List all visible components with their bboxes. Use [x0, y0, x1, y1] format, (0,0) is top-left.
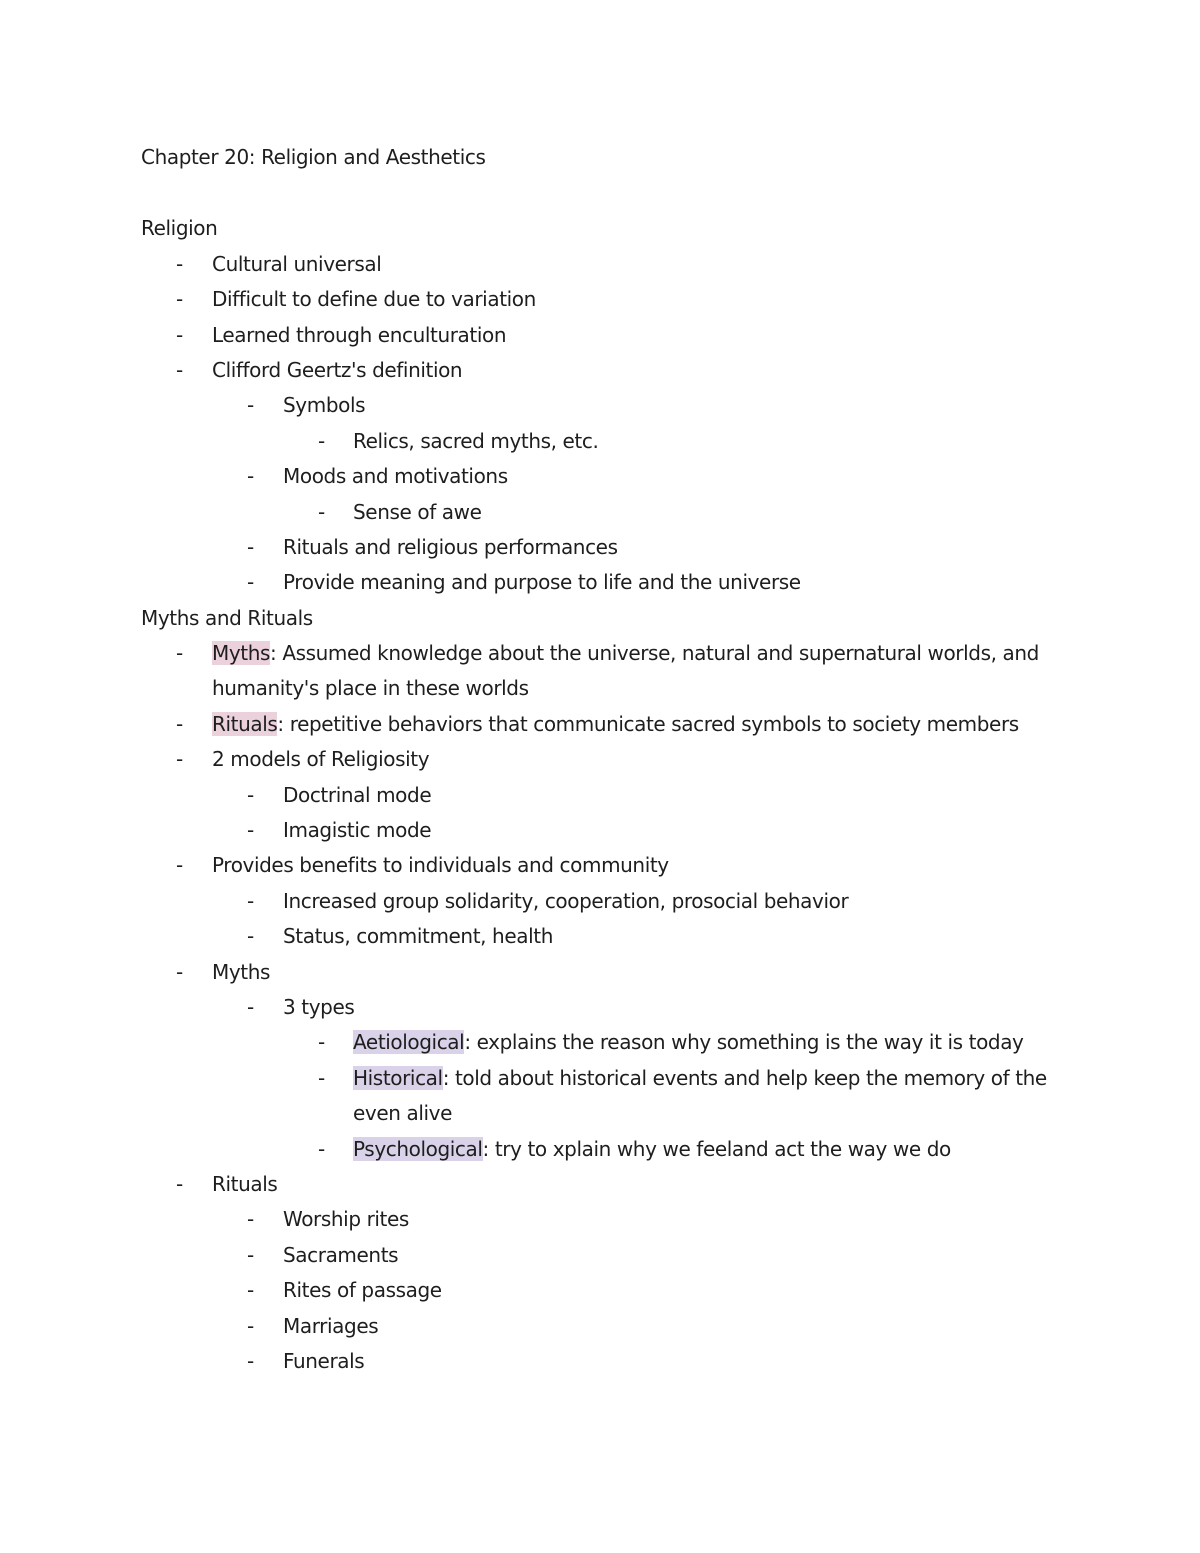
list-item — [141, 955, 1081, 990]
list-item-text — [283, 1344, 364, 1379]
list-item-text — [212, 707, 1019, 742]
item-text: Sense of awe — [353, 499, 482, 524]
list-item — [141, 1344, 1081, 1379]
highlighted-term: Psychological — [353, 1136, 483, 1161]
bullet-dash: - — [247, 1348, 254, 1373]
item-text: Marriages — [283, 1313, 379, 1338]
list-item-continuation — [141, 1096, 1081, 1131]
list-item — [141, 1202, 1081, 1237]
item-text: : try to xplain why we feeland act the way we do — [482, 1136, 951, 1161]
bullet-dash: - — [318, 499, 325, 524]
list-item — [141, 884, 1081, 919]
list-item-text — [353, 1132, 951, 1167]
list-item — [141, 1238, 1081, 1273]
bullet-dash: - — [176, 641, 183, 666]
list-item — [141, 353, 1081, 388]
list-item — [141, 318, 1081, 353]
item-text: Status, commitment, health — [283, 924, 553, 949]
bullet-dash: - — [176, 853, 183, 878]
item-text: Increased group solidarity, cooperation, prosocial behavior — [283, 888, 849, 913]
list-item — [141, 1309, 1081, 1344]
item-text: 3 types — [283, 994, 355, 1019]
list-item — [141, 1061, 1081, 1096]
highlighted-term: Rituals — [212, 711, 278, 736]
bullet-dash: - — [176, 1171, 183, 1196]
list-item — [141, 1132, 1081, 1167]
list-item — [141, 848, 1081, 883]
item-text: : Assumed knowledge about the universe, natural and supernatural worlds, and — [270, 641, 1039, 666]
item-text: humanity's place in these worlds — [212, 676, 529, 701]
item-text: Provides benefits to individuals and community — [212, 853, 669, 878]
item-text: : explains the reason why something is the way it is today — [464, 1030, 1024, 1055]
bullet-dash: - — [247, 1278, 254, 1303]
bullet-dash: - — [247, 1242, 254, 1267]
list-item — [141, 565, 1081, 600]
list-item — [141, 990, 1081, 1025]
list-item-text — [283, 459, 508, 494]
list-item — [141, 459, 1081, 494]
bullet-dash: - — [247, 1313, 254, 1338]
highlighted-term: Aetiological — [353, 1030, 465, 1055]
list-item-text — [283, 813, 431, 848]
item-text: Clifford Geertz's definition — [212, 357, 463, 382]
item-text: Rituals — [212, 1171, 278, 1196]
list-item — [141, 636, 1081, 671]
highlighted-term: Myths — [212, 641, 271, 666]
list-item-text — [212, 848, 669, 883]
item-text: Rites of passage — [283, 1278, 442, 1303]
list-item-text — [212, 282, 536, 317]
list-item-text — [212, 636, 1039, 671]
list-item — [141, 247, 1081, 282]
item-text: Difficult to define due to variation — [212, 287, 536, 312]
list-item-text — [353, 424, 598, 459]
list-item-text — [353, 1061, 1047, 1096]
list-item-text — [283, 778, 431, 813]
bullet-dash: - — [247, 818, 254, 843]
item-text: Cultural universal — [212, 251, 382, 276]
bullet-dash: - — [318, 1136, 325, 1161]
list-item-text — [353, 495, 482, 530]
list-item — [141, 707, 1081, 742]
list-item — [141, 424, 1081, 459]
section-heading — [141, 601, 1081, 636]
list-item — [141, 282, 1081, 317]
bullet-dash: - — [176, 357, 183, 382]
bullet-dash: - — [318, 428, 325, 453]
list-item-text — [212, 247, 381, 282]
bullet-dash: - — [318, 1030, 325, 1055]
outline — [141, 211, 1081, 1379]
list-item-text — [283, 1273, 442, 1308]
item-text: Provide meaning and purpose to life and the universe — [283, 570, 801, 595]
list-item — [141, 742, 1081, 777]
list-item — [141, 919, 1081, 954]
list-item-text — [141, 601, 313, 636]
bullet-dash: - — [176, 711, 183, 736]
document-body — [141, 140, 1081, 1379]
list-item-text — [212, 955, 270, 990]
bullet-dash: - — [247, 1207, 254, 1232]
bullet-dash: - — [176, 251, 183, 276]
list-item-text — [283, 388, 365, 423]
bullet-dash: - — [247, 393, 254, 418]
list-item-text — [212, 318, 506, 353]
list-item-text — [141, 211, 217, 246]
item-text: Symbols — [283, 393, 366, 418]
bullet-dash: - — [247, 464, 254, 489]
section-heading — [141, 211, 1081, 246]
item-text: Myths and Rituals — [141, 605, 313, 630]
bullet-dash: - — [176, 322, 183, 347]
item-text: even alive — [353, 1101, 452, 1126]
list-item — [141, 778, 1081, 813]
item-text: Moods and motivations — [283, 464, 508, 489]
list-item-text — [283, 919, 553, 954]
list-item-text — [283, 530, 618, 565]
bullet-dash: - — [247, 888, 254, 913]
item-text: Myths — [212, 959, 271, 984]
highlighted-term: Historical — [353, 1065, 443, 1090]
list-item — [141, 495, 1081, 530]
item-text: Rituals and religious performances — [283, 534, 618, 559]
item-text: : told about historical events and help keep the memory of the — [442, 1065, 1047, 1090]
bullet-dash: - — [176, 287, 183, 312]
list-item-text — [353, 1025, 1024, 1060]
item-text: Religion — [141, 216, 218, 241]
item-text: Learned through enculturation — [212, 322, 507, 347]
list-item-text — [283, 1202, 409, 1237]
item-text: Imagistic mode — [283, 818, 432, 843]
list-item-text — [212, 671, 529, 706]
bullet-dash: - — [247, 994, 254, 1019]
bullet-dash: - — [247, 570, 254, 595]
list-item-text — [283, 884, 848, 919]
list-item — [141, 1273, 1081, 1308]
bullet-dash: - — [176, 747, 183, 772]
bullet-dash: - — [247, 534, 254, 559]
list-item — [141, 388, 1081, 423]
list-item-continuation — [141, 671, 1081, 706]
bullet-dash: - — [176, 959, 183, 984]
list-item-text — [212, 353, 462, 388]
item-text: : repetitive behaviors that communicate sacred symbols to society members — [277, 711, 1019, 736]
item-text: 2 models of Religiosity — [212, 747, 430, 772]
item-text: Sacraments — [283, 1242, 399, 1267]
bullet-dash: - — [318, 1065, 325, 1090]
item-text: Funerals — [283, 1348, 365, 1373]
list-item-text — [283, 1238, 398, 1273]
list-item-text — [353, 1096, 452, 1131]
list-item — [141, 1025, 1081, 1060]
list-item-text — [212, 1167, 277, 1202]
list-item-text — [283, 990, 354, 1025]
list-item — [141, 530, 1081, 565]
item-text: Relics, sacred myths, etc. — [353, 428, 599, 453]
list-item — [141, 1167, 1081, 1202]
list-item-text — [283, 1309, 378, 1344]
item-text: Doctrinal mode — [283, 782, 432, 807]
list-item — [141, 813, 1081, 848]
list-item-text — [212, 742, 429, 777]
bullet-dash: - — [247, 782, 254, 807]
document-title: Chapter 20: Religion and Aesthetics — [141, 145, 486, 169]
list-item-text — [283, 565, 801, 600]
item-text: Worship rites — [283, 1207, 409, 1232]
bullet-dash: - — [247, 924, 254, 949]
